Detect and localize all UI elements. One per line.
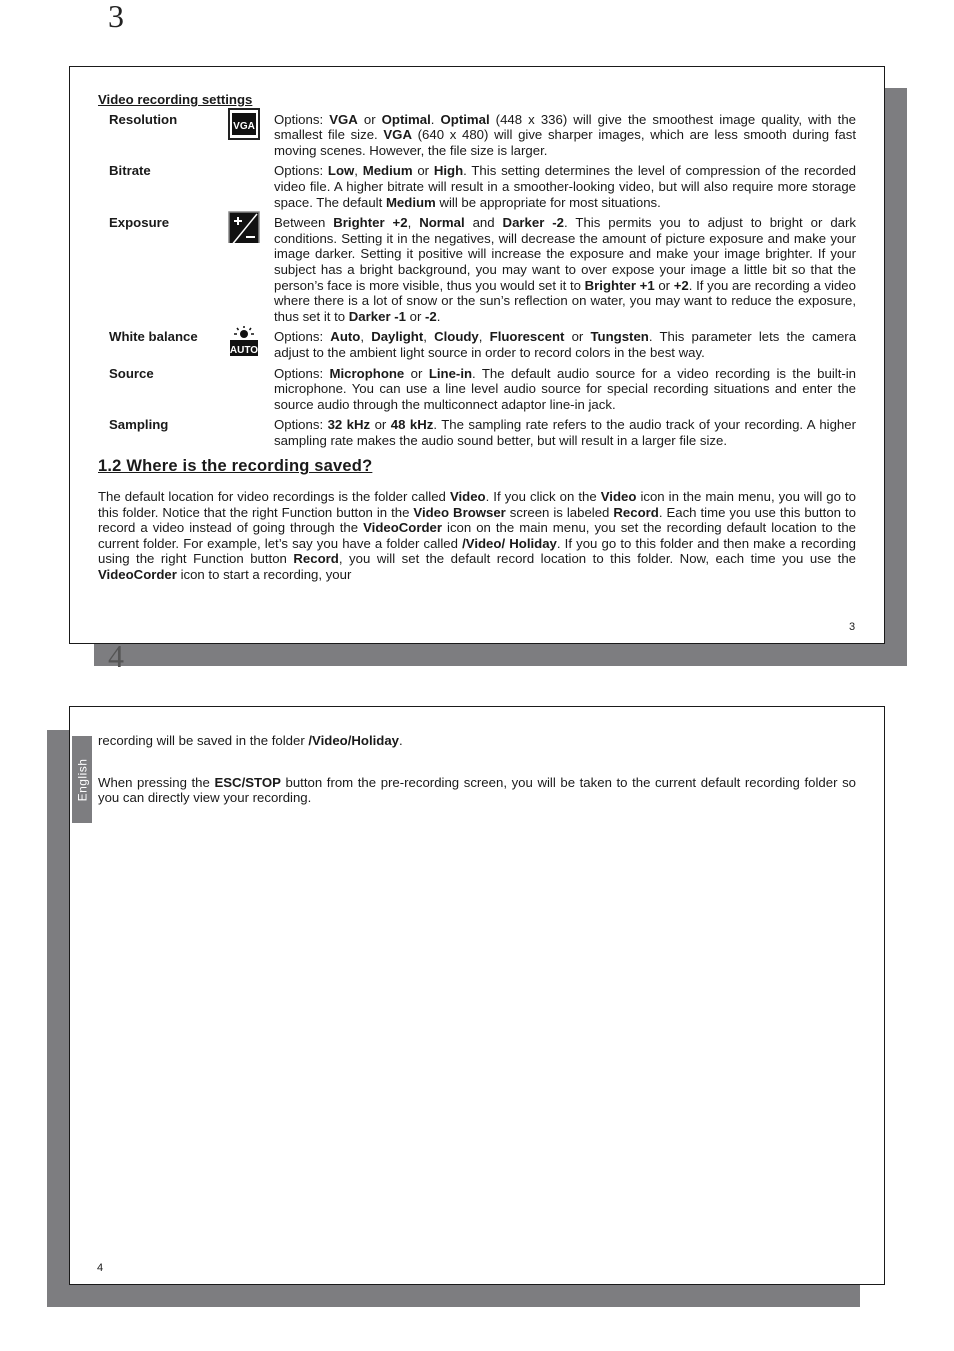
setting-icon-cell: [226, 215, 274, 329]
setting-icon-cell: [226, 163, 274, 215]
setting-row: [98, 329, 856, 365]
setting-description: Options: 32 kHz or 48 kHz. The sampling rate refers to the audio track of your recording. A higher sampling rate makes the audio sound better, but will result in a larger file size.: [274, 417, 856, 448]
setting-icon-cell: [226, 417, 274, 453]
setting-row: [98, 366, 856, 418]
vga-icon: [228, 108, 260, 140]
setting-label: Bitrate: [109, 163, 151, 179]
page-4-paragraph-2: When pressing the ESC/STOP button from the pre-recording screen, you will be taken to the current default recording folder so you can directly view your recording.: [98, 774, 856, 806]
setting-description: Options: VGA or Optimal. Optimal (448 x 336) will give the smoothest image quality, with the smallest file size. VGA (640 x 480) will give sharper images, which are less smooth during fast moving scenes. However, the file size is larger.: [274, 111, 857, 158]
page-3-content: [98, 92, 856, 583]
language-tab-label: English: [75, 758, 90, 801]
page-4-big-number: 4: [108, 638, 124, 674]
setting-label: Sampling: [109, 417, 169, 433]
settings-table: [98, 112, 856, 454]
language-tab: [72, 736, 92, 823]
page-4-paragraph-1: recording will be saved in the folder /Video/Holiday.: [98, 733, 403, 748]
page-3-number: 3: [849, 621, 856, 633]
setting-row: [98, 417, 856, 453]
section-title: Video recording settings: [98, 92, 253, 107]
svg-text:VGA: VGA: [233, 120, 255, 132]
setting-icon-cell: [226, 329, 274, 365]
page-4-content: [98, 733, 856, 806]
setting-icon-cell: [226, 112, 274, 164]
setting-label: Exposure: [109, 215, 170, 231]
setting-icon-cell: [226, 366, 274, 418]
setting-label: Resolution: [109, 111, 178, 127]
auto-white-balance-icon: [228, 325, 260, 357]
svg-text:AUTO: AUTO: [229, 345, 259, 357]
page-3-paragraph: The default location for video recordings is the folder called Video. If you click on the Video icon in the main menu, you will go to this folder. Notice that the right Function button in the Video Browser screen is labeled Record. Each time you use this button to record a video instead of going through the VideoCorder icon on the main menu, you set the recording default location to the current folder. For example, let’s say you have a folder called /Video/ Holiday. If you go to this folder and then make a recording using the right Function button Record, you will set the default record location to this folder. Now, each time you use the VideoCorder icon to start a recording, your: [98, 489, 857, 583]
page-4-number: 4: [97, 1262, 104, 1274]
section-heading: 1.2 Where is the recording saved?: [98, 457, 373, 476]
setting-description: Between Brighter +2, Normal and Darker -2. This permits you to adjust to bright or dark conditions. Setting it in the negatives, will decrease the amount of picture exposure and make your image darker. Setting it positive will increase the exposure and make your image brighter. If your subject has a bright background, you may want to over expose your image a little bit so that the person’s face is more visible, thus you would set it to Brighter +1 or +2. If you are recording a video where there is a lot of snow or the sun’s reflection on water, you may want to reduce the exposure, thus set it to Darker -1 or -2.: [274, 215, 856, 324]
setting-description: Options: Low, Medium or High. This setting determines the level of compression of the recorded video file. A higher bitrate will result in a smoother-looking video, but will also require more storage space. The default Medium will be appropriate for most situations.: [274, 163, 857, 210]
setting-description: Options: Microphone or Line-in. The default audio source for a video recording is the built-in microphone. You can use a line level audio source for special recording situations and enter the source audio through the multiconnect adaptor line-in jack.: [274, 365, 857, 412]
setting-label: Source: [109, 365, 154, 381]
exposure-icon: [228, 211, 260, 243]
setting-label: White balance: [109, 329, 198, 345]
setting-row: [98, 112, 856, 164]
page-3-big-number: 3: [108, 0, 124, 34]
setting-description: Options: Auto, Daylight, Cloudy, Fluorescent or Tungsten. This parameter lets the camera adjust to the ambient light source in order to record colors in the best way.: [274, 329, 857, 360]
setting-row: [98, 215, 856, 329]
setting-row: [98, 163, 856, 215]
